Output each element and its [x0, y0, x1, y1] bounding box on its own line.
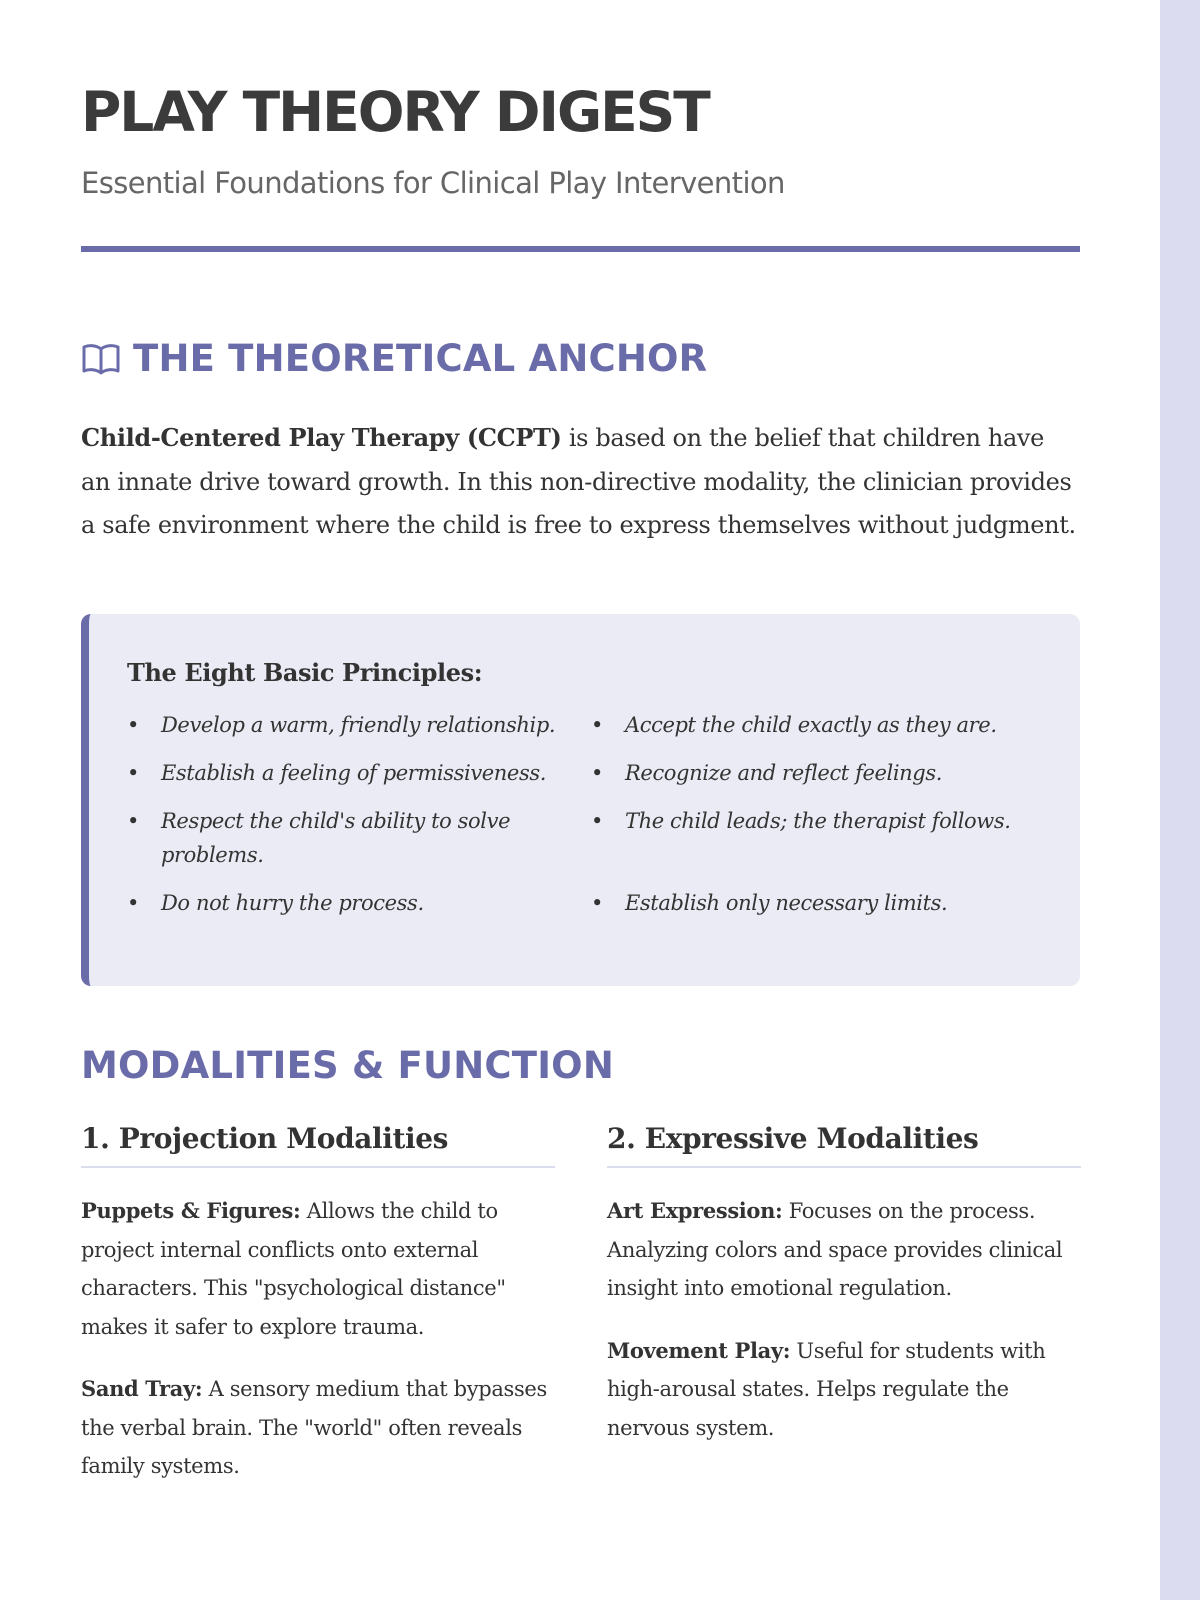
modality-label: Puppets & Figures:: [81, 1198, 301, 1223]
modality-label: Art Expression:: [607, 1198, 783, 1223]
principles-callout: [81, 614, 1080, 986]
title-divider: [81, 246, 1080, 252]
modality-item-puppets: [81, 1192, 555, 1346]
principles-list: [127, 708, 1047, 920]
open-book-icon: [81, 341, 121, 377]
principle-item: • Accept the child exactly as they are.: [591, 708, 1047, 742]
modality-item-sand-tray: [81, 1370, 555, 1486]
principle-item: • Do not hurry the process.: [127, 886, 591, 920]
document-title: PLAY THEORY DIGEST: [81, 80, 709, 144]
modality-item-art: [607, 1192, 1081, 1308]
modality-text: Useful for students with high-arousal states. Helps regulate the nervous system.: [607, 1338, 1046, 1440]
side-decorative-strip: [1160, 0, 1200, 1600]
section-heading-text: THE THEORETICAL ANCHOR: [133, 337, 708, 380]
section-heading-modalities: MODALITIES & FUNCTION: [81, 1044, 614, 1087]
modality-text: Focuses on the process. Analyzing colors and space provides clinical insight into emotional regulation.: [607, 1199, 1063, 1300]
principle-item: • Establish only necessary limits.: [591, 886, 1047, 920]
projection-modalities-heading: 1. Projection Modalities: [81, 1122, 555, 1168]
intro-text: is based on the belief that children have an innate drive toward growth. In this non-directive modality, the clinician provides a safe environment where the child is free to express themselves without judgment.: [81, 424, 1076, 539]
expressive-modalities-heading: 2. Expressive Modalities: [607, 1122, 1081, 1168]
modality-label: Movement Play:: [607, 1337, 791, 1363]
modality-label: Sand Tray:: [81, 1376, 203, 1401]
projection-modalities-column: [81, 1122, 555, 1486]
principle-item: • Develop a warm, friendly relationship.: [127, 708, 591, 742]
principle-item: • Recognize and reflect feelings.: [591, 756, 1047, 790]
principle-item: • Establish a feeling of permissiveness.: [127, 756, 591, 790]
principles-title: The Eight Basic Principles:: [127, 658, 483, 687]
intro-paragraph: [81, 416, 1080, 548]
principle-item: • The child leads; the therapist follows.: [591, 804, 1047, 872]
modality-item-movement: [607, 1332, 1081, 1448]
modality-text: A sensory medium that bypasses the verbal brain. The "world" often reveals family systems.: [81, 1377, 547, 1478]
intro-term: Child-Centered Play Therapy (CCPT): [81, 423, 562, 452]
expressive-modalities-column: [607, 1122, 1081, 1447]
modality-text: Allows the child to project internal conflicts onto external characters. This "psychological distance" makes it safer to explore trauma.: [81, 1199, 506, 1339]
section-heading-theoretical-anchor: [81, 337, 707, 380]
principle-item: • Respect the child's ability to solve problems.: [127, 804, 591, 872]
document-subtitle: Essential Foundations for Clinical Play Intervention: [81, 166, 785, 200]
